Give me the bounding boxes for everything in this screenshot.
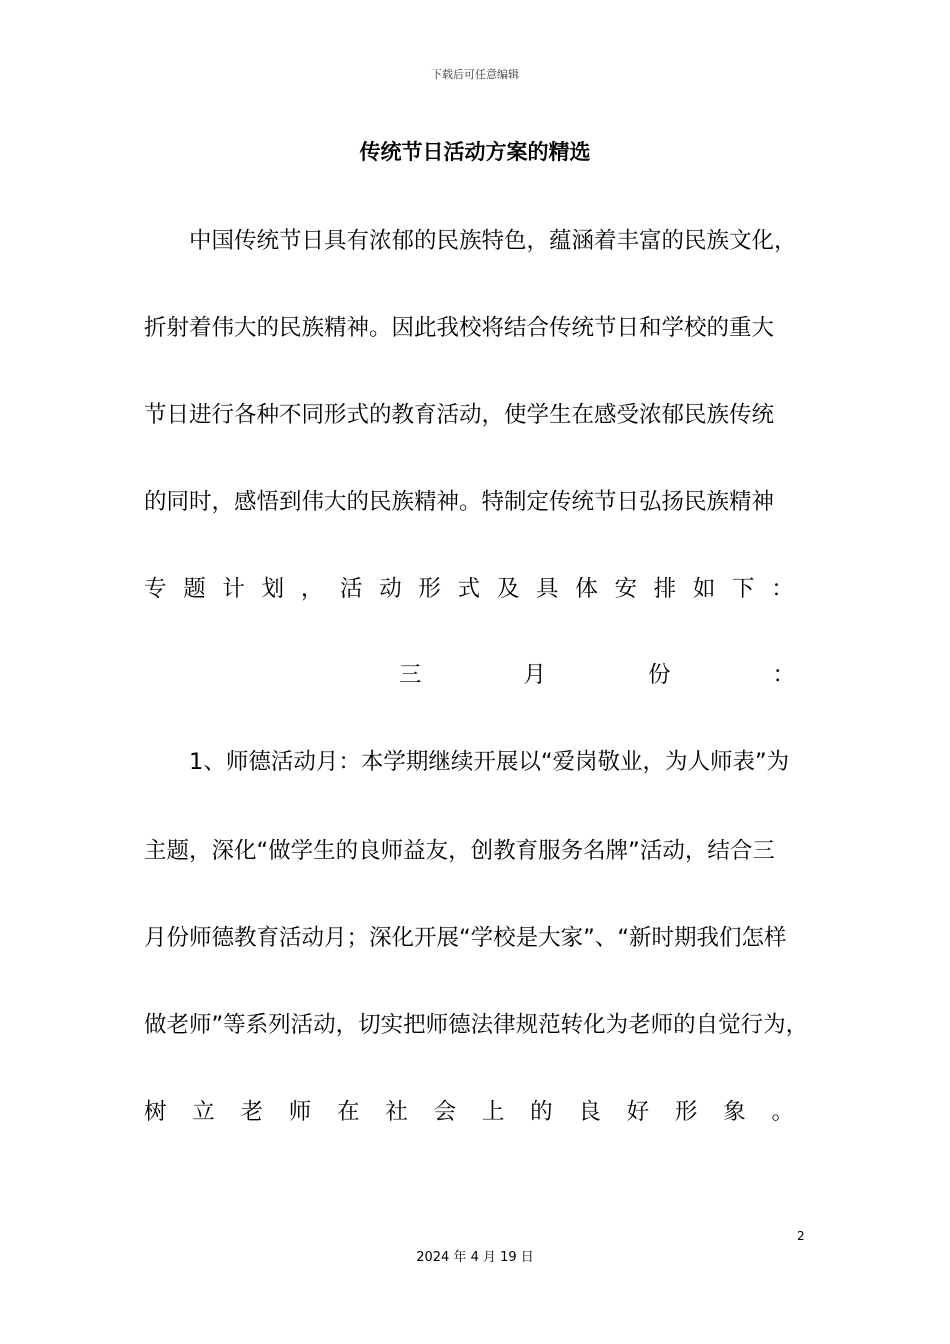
- page-number: 2: [797, 1229, 805, 1243]
- char: 排: [653, 576, 677, 602]
- char: 老: [240, 1099, 264, 1125]
- char: 下: [732, 576, 755, 602]
- paragraph1-line-1: 中国传统节日具有浓郁的民族特色，蕴涵着丰富的民族文化，: [189, 228, 797, 254]
- char: 具: [536, 576, 559, 602]
- char: 划: [261, 576, 285, 602]
- char: 树: [144, 1099, 167, 1125]
- char: 动: [379, 576, 402, 602]
- char: 师: [288, 1099, 312, 1125]
- paragraph1-line-2: 折射着伟大的民族精神。因此我校将结合传统节日和学校的重大: [144, 315, 775, 341]
- paragraph2-line-3: 月份师德教育活动月；深化开展“学校是大家”、“新时期我们怎样: [144, 925, 787, 951]
- paragraph2-line-5: [144, 1097, 794, 1127]
- char: ，: [300, 576, 324, 602]
- char: 好: [626, 1099, 650, 1125]
- document-title: 传统节日活动方案的精选: [359, 140, 591, 164]
- char: 形: [674, 1099, 698, 1125]
- char: 社: [385, 1099, 408, 1125]
- char: 安: [614, 576, 637, 602]
- char: 体: [575, 576, 598, 602]
- char: 象: [723, 1099, 746, 1125]
- char: 在: [337, 1099, 360, 1125]
- char: 题: [183, 576, 206, 602]
- char: 上: [481, 1099, 505, 1125]
- char: 良: [578, 1099, 601, 1125]
- paragraph1-line-5: [144, 574, 794, 604]
- char: 式: [457, 576, 481, 602]
- char: 会: [433, 1099, 457, 1125]
- char: 及: [496, 576, 520, 602]
- month-heading-char: 份: [647, 662, 671, 688]
- paragraph1-line-4: 的同时，感悟到伟大的民族精神。特制定传统节日弘扬民族精神: [144, 489, 775, 515]
- footer-date: 2024 年 4 月 19 日: [416, 1250, 534, 1265]
- char: 如: [692, 576, 716, 602]
- month-heading-char: ：: [772, 662, 795, 688]
- char: 活: [340, 576, 363, 602]
- header-note: 下载后可任意编辑: [431, 68, 519, 81]
- char: 专: [144, 576, 167, 602]
- paragraph2-line-4: 做老师”等系列活动，切实把师德法律规范转化为老师的自觉行为，: [144, 1012, 809, 1038]
- char: 立: [192, 1099, 215, 1125]
- paragraph2-line-1: 1、师德活动月：本学期继续开展以“爱岗敬业，为人师表”为: [189, 749, 790, 775]
- char: 的: [530, 1099, 553, 1125]
- month-heading-char: 三: [399, 662, 422, 688]
- month-heading-char: 月: [523, 662, 546, 688]
- char: 形: [418, 576, 441, 602]
- month-heading: [399, 660, 795, 690]
- paragraph2-line-2: 主题，深化“做学生的良师益友，创教育服务名牌”活动，结合三: [144, 838, 775, 864]
- char: 计: [222, 576, 245, 602]
- char: 。: [771, 1099, 794, 1125]
- char: ：: [771, 576, 794, 602]
- paragraph1-line-3: 节日进行各种不同形式的教育活动，使学生在感受浓郁民族传统: [144, 402, 775, 428]
